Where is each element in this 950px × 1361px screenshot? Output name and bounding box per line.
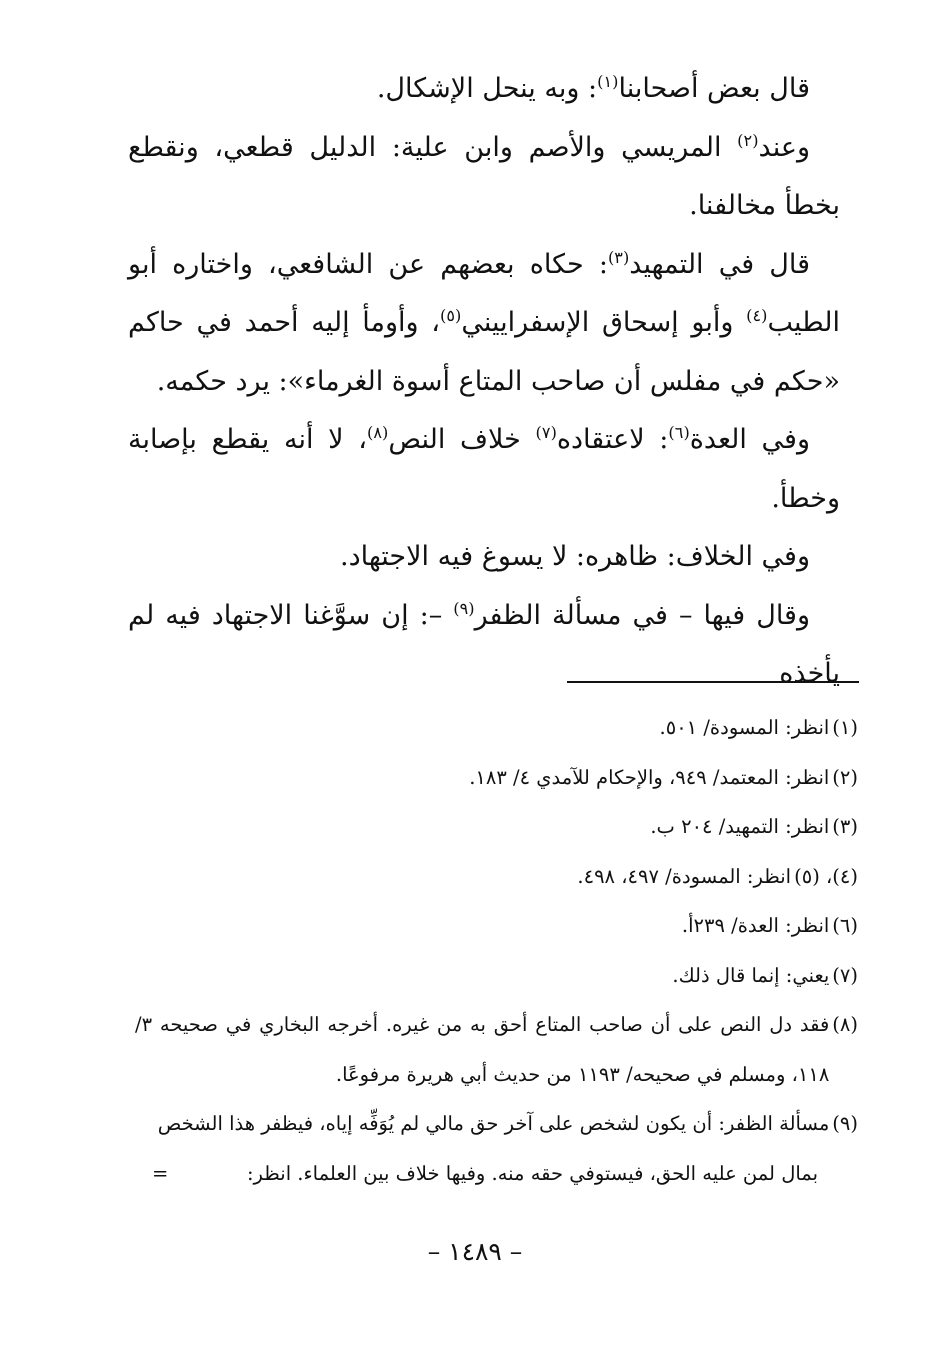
footnote-text: مسألة الظفر: أن يكون لشخص على آخر حق مالي لم يُوَفِّه إياه، فيظفر هذا الشخص [157, 1112, 830, 1135]
footnote [135, 802, 858, 852]
paragraph-text: –: إن سوَّغنا الاجتهاد فيه لم يأخذه [128, 599, 840, 689]
footnote-continuation-text: بمال لمن عليه الحق، فيستوفي حقه منه. وفيها خلاف بين العلماء. انظر: [246, 1161, 818, 1185]
footnote-reference: (١) [597, 72, 619, 91]
footnote-reference: (٥) [440, 306, 462, 325]
footnote-text: انظر: المعتمد/ ٩٤٩، والإحكام للآمدي ٤/ ١٨٣. [469, 765, 830, 789]
footnote-separator [567, 681, 859, 683]
paragraph-text: وقال فيها – في مسألة الظفر [474, 599, 810, 631]
main-text [128, 60, 840, 704]
page-number: – ١٤٨٩ – [427, 1237, 523, 1266]
footnote-number: (٢) [832, 765, 858, 789]
footnote-reference: (٦) [668, 423, 690, 442]
footnote-number: (٨) [832, 1013, 858, 1036]
footnote-number: (٦) [832, 914, 858, 937]
main-paragraph [128, 528, 840, 587]
footnote-text: فقد دل النص على أن صاحب المتاع أحق به من غيره. أخرجه البخاري في صحيحه ٣/ ١١٨، ومسلم في صحيحه/ ١١٩٣ من حديث أبي هريرة مرفوعًا. [135, 1013, 830, 1086]
footnote-continuation [135, 1149, 858, 1199]
footnote-text: يعني: إنما قال ذلك. [672, 963, 830, 987]
footnote-number: (٣) [832, 815, 858, 838]
continuation-mark: = [152, 1161, 169, 1185]
footnote-text: انظر: التمهيد/ ٢٠٤ ب. [650, 815, 830, 838]
footnote-text: انظر: المسودة/ ٤٩٧، ٤٩٨. [577, 864, 792, 888]
paragraph-text: قال في التمهيد [629, 248, 811, 280]
footnote-text: انظر: العدة/ ٢٣٩أ. [681, 914, 830, 937]
paragraph-text: خلاف النص [388, 424, 536, 455]
paragraph-text: ، وأومأ إليه أحمد في حاكم «حكم في مفلس أن صاحب المتاع أسوة الغرماء»: يرد حكمه. [128, 307, 840, 397]
main-paragraph [128, 587, 840, 704]
footnote-reference: (٣) [607, 247, 630, 267]
footnote-number: (١) [832, 716, 858, 739]
main-paragraph [128, 119, 840, 236]
footnote-reference: (٢) [737, 130, 759, 150]
paragraph-text: قال بعض أصحابنا [618, 73, 810, 104]
footnote [135, 1000, 858, 1099]
footnotes [135, 703, 858, 1198]
footnote [135, 901, 858, 951]
footnote-text: انظر: المسودة/ ٥٠١. [659, 716, 830, 739]
main-paragraph [128, 411, 840, 528]
footnote [135, 753, 858, 803]
footnote-number: (٤)، (٥) [794, 864, 858, 888]
footnote-reference: (٧) [535, 423, 557, 442]
paragraph-text: وفي العدة [689, 424, 810, 455]
paragraph-text: المريسي والأصم وابن علية: الدليل قطعي، ونقطع بخطأ مخالفنا. [128, 131, 840, 221]
footnote-number: (٧) [832, 963, 858, 987]
paragraph-text: وفي الخلاف: ظاهره: لا يسوغ فيه الاجتهاد. [340, 541, 810, 572]
footnote-reference: (٩) [453, 598, 475, 618]
paragraph-text: ، لا أنه يقطع بإصابة وخطأ. [128, 424, 840, 514]
footnote [135, 703, 858, 753]
paragraph-text: وأبو إسحاق الإسفراييني [461, 307, 747, 338]
main-paragraph [128, 236, 840, 412]
footnote-number: (٩) [832, 1112, 858, 1135]
paragraph-text: : وبه ينحل الإشكال. [376, 73, 598, 104]
paragraph-text: وعند [758, 131, 810, 163]
footnote-reference: (٤) [746, 306, 768, 325]
paragraph-text: : حكاه بعضهم عن الشافعي، واختاره أبو الطيب [128, 248, 841, 338]
footnote [135, 852, 858, 902]
footnote [135, 951, 858, 1001]
footnote-reference: (٨) [367, 423, 389, 442]
footnote [135, 1099, 858, 1149]
paragraph-text: : لاعتقاده [556, 424, 669, 455]
main-paragraph [128, 60, 840, 119]
